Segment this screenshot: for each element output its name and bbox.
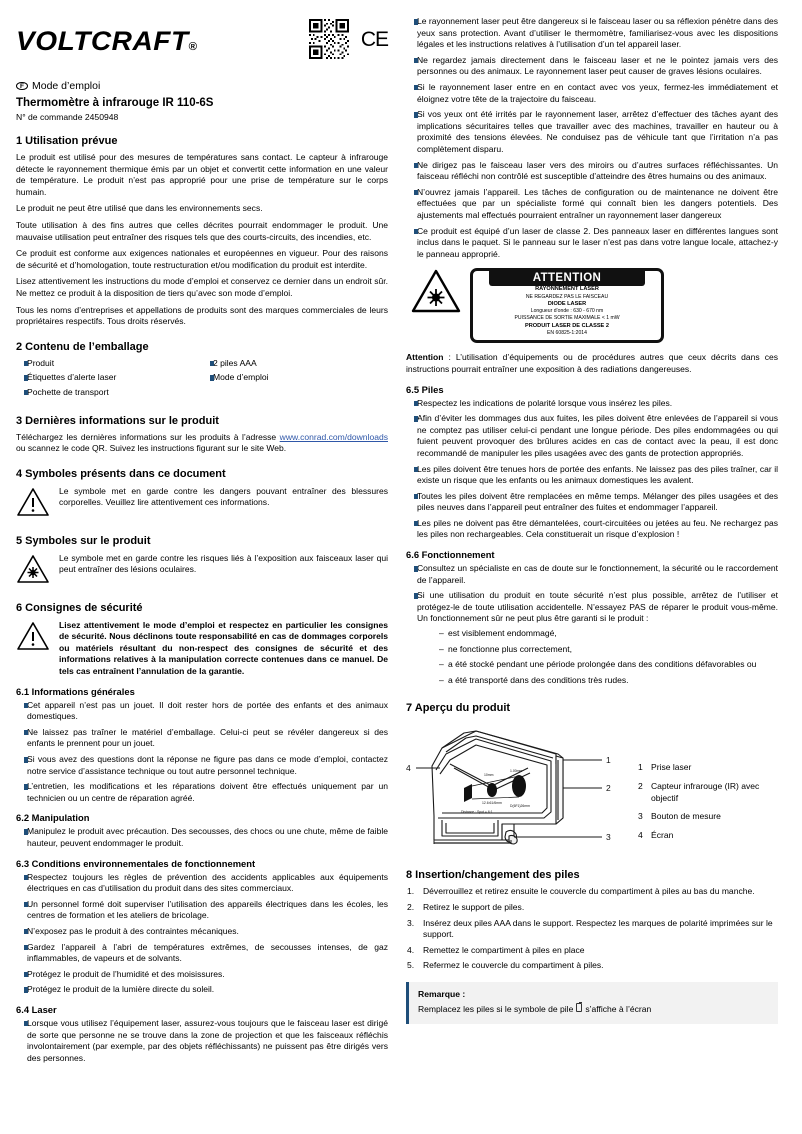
list-item: Respectez toujours les règles de prévention des accidents applicables aux équipements électriques en cas d’utilisation du produit dans des sites commerciaux. bbox=[16, 872, 388, 895]
svg-text:2: 2 bbox=[606, 783, 611, 794]
section-6-2-list bbox=[16, 826, 388, 849]
list-item-text: Si une utilisation du produit en toute sécurité n’est plus possible, arrêtez de l’utiliser et protégez-le de toute utilisation accidentelle. N’essayez PAS de réparer le produit vous-même. Un fonctionnement sûr ne peut plus être garanti si le produit : bbox=[417, 590, 778, 624]
product-overview-figure bbox=[406, 720, 778, 855]
warning-triangle-exclamation-icon bbox=[16, 486, 50, 522]
svg-text:4: 4 bbox=[406, 763, 411, 774]
callout-leaders bbox=[416, 760, 602, 837]
list-item: Retirez le support de piles. bbox=[423, 902, 525, 913]
legend-number: 1 bbox=[638, 762, 643, 773]
header-row bbox=[16, 14, 388, 72]
laser-label-line-2: NE REGARDEZ PAS LE FAISCEAU bbox=[525, 293, 609, 300]
section-6-1-list bbox=[16, 700, 388, 805]
note-title: Remarque : bbox=[418, 988, 466, 999]
section-1-paragraph-4: Ce produit est conforme aux exigences nationales et européennes en vigueur. Pour des raisons de sécurité et d’homologation, toute restructuration et/ou modification du produit est interdite. bbox=[16, 248, 388, 270]
attention-note bbox=[406, 352, 778, 375]
section-6-2-heading: 6.2 Manipulation bbox=[16, 812, 90, 824]
list-item: Ne regardez jamais directement dans le faisceau laser et ne le pointez jamais vers des personnes ou des animaux. Le rayonnement laser peut causer de graves lésions oculaires. bbox=[406, 55, 778, 78]
package-contents bbox=[16, 358, 388, 402]
section-3-heading: 3 Dernières informations sur le produit bbox=[16, 414, 219, 427]
section-6-warning-row bbox=[16, 620, 388, 678]
laser-warning-label-block bbox=[410, 268, 778, 343]
list-item: Étiquettes d’alerte laser bbox=[16, 372, 202, 384]
legend-label: Capteur infrarouge (IR) avec objectif bbox=[651, 781, 760, 803]
svg-text:12.6:61/6mm: 12.6:61/6mm bbox=[482, 801, 502, 806]
legend-item bbox=[638, 811, 778, 823]
laser-caution-label bbox=[470, 268, 664, 343]
section-6-4-list bbox=[16, 1018, 388, 1064]
list-item: N’exposez pas le produit à des contraintes mécaniques. bbox=[16, 926, 388, 938]
list-item: Déverrouillez et retirez ensuite le couvercle du compartiment à piles au bas du manche. bbox=[423, 886, 755, 897]
laser-label-line-4: Longueur d’onde : 630 - 670 nm bbox=[530, 308, 604, 315]
thermometer-illustration bbox=[406, 720, 638, 855]
section-6-1-heading: 6.1 Informations générales bbox=[16, 685, 135, 697]
section-5-heading: 5 Symboles sur le produit bbox=[16, 534, 151, 547]
list-item: Insérez deux piles AAA dans le support. Respectez les marques de polarité imprimées sur le support. bbox=[423, 917, 773, 940]
registered-trademark-icon: ® bbox=[188, 41, 198, 53]
warning-triangle-laser-icon bbox=[16, 553, 50, 589]
right-column bbox=[406, 14, 778, 1126]
attention-note-text: : L’utilisation d’équipements ou de procédures autres que ceux décrits dans ces instructions pourrait entraîner une exposition à des radiations dangereuses. bbox=[406, 352, 778, 374]
section-4-warning-row bbox=[16, 486, 388, 522]
section-6-3-list bbox=[16, 872, 388, 996]
section-6-heading: 6 Consignes de sécurité bbox=[16, 601, 143, 614]
svg-text:1.00mm: 1.00mm bbox=[510, 769, 523, 774]
laser-label-line-1: RAYONNEMENT LASER bbox=[535, 286, 599, 293]
section-6-4-heading: 6.4 Laser bbox=[16, 1003, 57, 1015]
svg-text:Distance : Spot = 6:1: Distance : Spot = 6:1 bbox=[461, 810, 493, 815]
legend-item bbox=[638, 830, 778, 842]
list-item: N’ouvrez jamais l’appareil. Les tâches de configuration ou de maintenance ne doivent être effectuées que par un spécialiste formé qui connaît bien les dangers potentiels. Des ajustements mal effectués pourraient entraîner un rayonnement laser dangereux bbox=[406, 187, 778, 222]
list-item: Respectez les indications de polarité lorsque vous insérez les piles. bbox=[406, 398, 778, 410]
section-1-paragraph-2: Le produit ne peut être utilisé que dans les environnements secs. bbox=[16, 203, 263, 214]
legend-number: 3 bbox=[638, 811, 643, 822]
laser-label-line-6: PRODUIT LASER DE CLASSE 2 bbox=[525, 322, 609, 329]
legend-label: Bouton de mesure bbox=[651, 811, 721, 822]
section-7-heading: 7 Aperçu du produit bbox=[406, 702, 511, 715]
laser-label-line-5: PUISSANCE DE SORTIE MAXIMALE < 1 mW bbox=[514, 315, 620, 322]
section-6-5-list bbox=[406, 398, 778, 542]
download-text-before: Téléchargez les dernières informations sur les produits à l’adresse bbox=[16, 431, 280, 442]
legend-item bbox=[638, 781, 778, 804]
section-5-warning-text: Le symbole met en garde contre les risques liés à l’exposition aux faisceaux laser qui peut entraîner des lésions oculaires. bbox=[59, 552, 388, 575]
product-overview-legend bbox=[638, 720, 778, 848]
note-text-before: Remplacez les piles si le symbole de pile bbox=[418, 1003, 574, 1014]
section-4-heading: 4 Symboles présents dans ce document bbox=[16, 467, 226, 480]
document-type-line bbox=[16, 80, 388, 92]
legend-item bbox=[638, 762, 778, 774]
battery-steps-list bbox=[406, 886, 778, 972]
laser-label-line-3: DIODE LASER bbox=[547, 300, 587, 307]
section-1-heading: 1 Utilisation prévue bbox=[16, 135, 118, 147]
section-6-3-heading: 6.3 Conditions environnementales de fonctionnement bbox=[16, 857, 256, 869]
list-item: Les piles ne doivent pas être démantelées, court-circuitées ou jetées au feu. Ne rechargez pas les piles non rechargeables. Cela constituerait un risque d’explosion ! bbox=[406, 518, 778, 541]
list-item: Si vous avez des questions dont la réponse ne figure pas dans ce mode d’emploi, contactez notre service d’assistance technique ou tout autre personnel technique. bbox=[16, 754, 388, 777]
note-text-after: s’affiche à l’écran bbox=[585, 1003, 652, 1014]
list-item: Afin d’éviter les dommages dus aux fuites, les piles doivent être enlevées de l’appareil si vous ne comptez pas utiliser celui-ci pendant une longue période. Des piles endommagées ou qui fuient peuvent provoquer des brûlures acides en cas de contact avec la peau, il est donc recommandé de manipuler les piles usagées avec des gants de protection appropriés. bbox=[406, 413, 778, 459]
legend-number: 4 bbox=[638, 829, 643, 840]
note-body bbox=[418, 1003, 769, 1016]
list-item: – a été stocké pendant une période prolongée dans des conditions défavorables ou bbox=[439, 659, 778, 671]
section-6-5-heading: 6.5 Piles bbox=[406, 383, 444, 395]
download-text-after: ou scannez le code QR. Suivez les instructions figurant sur le site Web. bbox=[16, 443, 287, 454]
laser-label-title: ATTENTION bbox=[489, 271, 645, 286]
note-box bbox=[406, 982, 778, 1024]
laser-label-line-7: EN 60825-1:2014 bbox=[547, 330, 587, 337]
list-item: Remettez le compartiment à piles en place bbox=[423, 944, 585, 955]
list-item: Le rayonnement laser peut être dangereux si le faisceau laser ou sa réflexion pénètre dans des yeux sans protection. Avant d’utiliser le thermomètre, familiarisez-vous avec les dispositions légales et les instructions relatives à l’utilisation d’un tel appareil laser. bbox=[406, 16, 778, 51]
section-3-paragraph bbox=[16, 432, 388, 455]
list-item: – ne fonctionne plus correctement, bbox=[439, 644, 778, 656]
list-item: Les piles doivent être tenues hors de portée des enfants. Ne laissez pas des piles traîner, car il existe un risque que les enfants ou les animaux domestiques les avalent. bbox=[406, 464, 778, 487]
attention-note-label: Attention bbox=[406, 352, 444, 363]
list-item: Toutes les piles doivent être remplacées en même temps. Mélanger des piles usagées et des piles neuves dans l’appareil peut entraîner des fuites et endommager l’appareil. bbox=[406, 491, 778, 514]
list-item: Ne dirigez pas le faisceau laser vers des miroirs ou d’autres surfaces réfléchissantes. Un faisceau réfléchi non contrôlé est susceptible d’atteindre des êtres humains ou des animaux. bbox=[406, 160, 778, 183]
list-item: Cet appareil n’est pas un jouet. Il doit rester hors de portée des enfants et des animaux domestiques. bbox=[16, 700, 388, 723]
list-item bbox=[406, 590, 778, 686]
legend-label: Écran bbox=[651, 829, 674, 840]
section-1-paragraph-6: Tous les noms d’entreprises et appellations de produits sont des marques commerciales de leurs propriétaires respectifs. Tous droits réservés. bbox=[16, 304, 388, 327]
qr-code-icon bbox=[309, 19, 349, 59]
list-item: Si vos yeux ont été irrités par le rayonnement laser, arrêtez d’effectuer des tâches ayant des implications sécuritaires telles que travailler avec des machines, travailler en hauteur ou à proximité des tensions élevées. Ne conduisez pas de véhicule tant que l’irritation n’a pas complètement disparu. bbox=[406, 109, 778, 155]
list-item: Refermez le couvercle du compartiment à piles. bbox=[423, 960, 604, 971]
conrad-downloads-link[interactable]: www.conrad.com/downloads bbox=[279, 431, 388, 442]
warning-triangle-exclamation-icon bbox=[16, 620, 50, 656]
list-item: Pochette de transport bbox=[16, 387, 202, 399]
svg-text:3: 3 bbox=[606, 832, 611, 843]
voltcraft-logo bbox=[16, 28, 198, 55]
laser-safety-list bbox=[406, 16, 778, 260]
section-4-warning-text: Le symbole met en garde contre les dangers pouvant entraîner des blessures corporelles. Veuillez lire attentivement ces informations. bbox=[59, 485, 388, 508]
two-column-layout bbox=[16, 14, 786, 1126]
list-item: 2 piles AAA bbox=[202, 358, 388, 370]
list-item: Si le rayonnement laser entre en en contact avec vos yeux, fermez-les immédiatement et éloignez votre tête de la trajectoire du faisceau. bbox=[406, 82, 778, 105]
battery-icon bbox=[576, 1003, 582, 1012]
section-6-6-sublist bbox=[417, 628, 778, 686]
list-item: L’entretien, les modifications et les réparations doivent être effectués uniquement par un technicien ou un centre de réparation agréé. bbox=[16, 781, 388, 804]
list-item: Protégez le produit de l’humidité et des moisissures. bbox=[16, 969, 388, 981]
page-title: Thermomètre à infrarouge IR 110-6S bbox=[16, 97, 214, 109]
left-column bbox=[16, 14, 388, 1126]
list-item: – est visiblement endommagé, bbox=[439, 628, 778, 640]
list-item: – a été transporté dans des conditions très rudes. bbox=[439, 675, 778, 687]
section-1-paragraph-3: Toute utilisation à des fins autres que celles décrites pourrait endommager le produit. Une mauvaise utilisation peut entraîner des risques tels que des courts-circuits, des incendies, etc. bbox=[16, 219, 388, 242]
section-6-6-heading: 6.6 Fonctionnement bbox=[406, 549, 495, 561]
list-item: Ne laissez pas traîner le matériel d’emballage. Celui-ci peut se révéler dangereux si des enfants le prennent pour un jouet. bbox=[16, 727, 388, 750]
legend-label: Prise laser bbox=[651, 762, 692, 773]
certification-marks bbox=[309, 19, 388, 59]
list-item: Consultez un spécialiste en cas de doute sur le fonctionnement, la sécurité ou le raccordement de l’appareil. bbox=[406, 563, 778, 586]
warning-triangle-laser-icon bbox=[410, 268, 462, 319]
section-1-paragraph-5: Lisez attentivement les instructions du mode d’emploi et conservez ce dernier dans un endroit sûr. Ne mettez ce produit à la disposition de tiers qu’avec son mode d’emploi. bbox=[16, 276, 388, 298]
order-number: N° de commande 2450948 bbox=[16, 112, 119, 122]
package-contents-left-list bbox=[16, 358, 202, 402]
list-item: Mode d’emploi bbox=[202, 372, 388, 384]
section-1-paragraph-1: Le produit est utilisé pour des mesures de températures sans contact. Le capteur à infrarouge détecte le rayonnement thermique émis par un objet et convertit cette information en une valeur de température. Le produit n’est pas approprié pour une prise de température sur le corps humain. bbox=[16, 152, 388, 197]
svg-text:D(6F1)26mm: D(6F1)26mm bbox=[510, 804, 530, 809]
section-6-6-list bbox=[406, 563, 778, 686]
list-item: Manipulez le produit avec précaution. Des secousses, des chocs ou une chute, même de faible hauteur, peuvent endommager le produit. bbox=[16, 826, 388, 849]
section-6-intro-text: Lisez attentivement le mode d’emploi et respectez en particulier les consignes de sécurité. Nous déclinons toute responsabilité en cas de dommages corporels ou matériels résultant du non-respect des consignes de sécurité et des informations relatives à la manipulation correcte contenues dans ce manuel. De tels cas entraînent l’annulation de la garantie. bbox=[59, 619, 388, 677]
section-2-heading: 2 Contenu de l’emballage bbox=[16, 340, 149, 353]
document-type-label: Mode d’emploi bbox=[32, 80, 101, 92]
svg-text:10mm: 10mm bbox=[484, 773, 494, 778]
brand-name: VOLTCRAFT bbox=[16, 26, 189, 56]
section-8-heading: 8 Insertion/changement des piles bbox=[406, 869, 580, 882]
list-item: Protégez le produit de la lumière directe du soleil. bbox=[16, 984, 388, 996]
list-item: Produit bbox=[16, 358, 202, 370]
svg-text:1: 1 bbox=[606, 755, 611, 766]
package-contents-right-list bbox=[202, 358, 388, 402]
list-item: Ce produit est équipé d’un laser de classe 2. Des panneaux laser en différentes langues sont inclus dans le paquet. Si le panneau sur le laser n’est pas dans votre langue locale, attachez-y le panneau approprié. bbox=[406, 226, 778, 261]
ce-mark-icon: CE bbox=[360, 27, 388, 51]
list-item: Gardez l’appareil à l’abri de températures extrêmes, de secousses intenses, de gaz inflammables, de vapeurs et de solvants. bbox=[16, 942, 388, 965]
list-item: Lorsque vous utilisez l’équipement laser, assurez-vous toujours que le faisceau laser est dirigé de sorte que personne ne se trouve dans la zone de projection et que les faisceaux réfléchis involontairement (par exemple, par des objets réfléchissants) ne puissent pas être dirigés vers des personnes. bbox=[16, 1018, 388, 1064]
list-item: Un personnel formé doit superviser l’utilisation des appareils électriques dans les écoles, les centres de formation et les ateliers de bricolage. bbox=[16, 899, 388, 922]
section-5-warning-row bbox=[16, 553, 388, 589]
legend-number: 2 bbox=[638, 781, 643, 792]
french-language-icon: F bbox=[16, 82, 28, 91]
